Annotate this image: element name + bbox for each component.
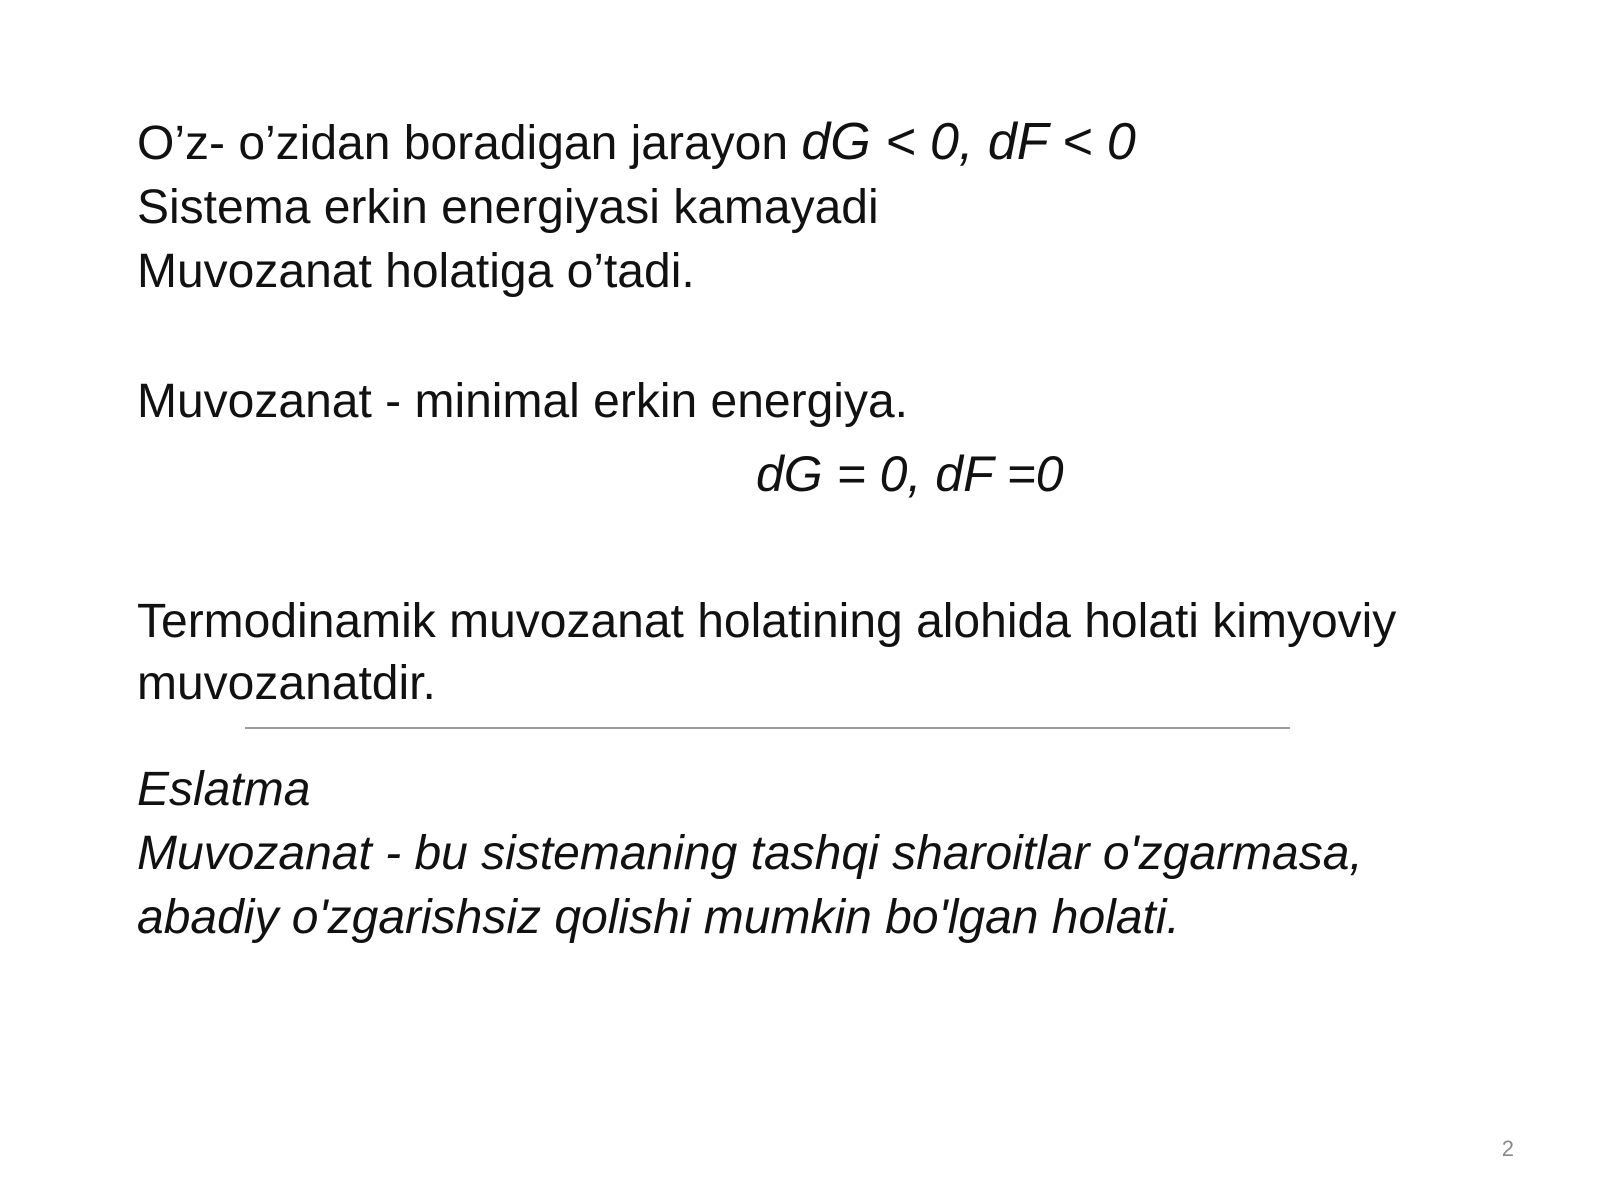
equilibrium-formula: dG = 0, dF =0 <box>756 446 1064 502</box>
note-title: Eslatma <box>137 763 311 816</box>
note-line-2: abadiy o'zgarishsiz qolishi mumkin bo'lgan holati. <box>137 891 1180 944</box>
divider-line <box>245 727 1290 729</box>
transition-equilibrium-line: Muvozanat holatiga o’tadi. <box>137 245 695 298</box>
spontaneous-process-formula: dG < 0, dF < 0 <box>801 113 1136 171</box>
spontaneous-process-line <box>137 110 1136 176</box>
chemical-equilibrium-line-2: muvozanatdir. <box>137 657 436 710</box>
page-number: 2 <box>1501 1136 1514 1161</box>
spontaneous-process-text: O’z- o’zidan boradigan jarayon <box>137 117 802 170</box>
note-line-1: Muvozanat - bu sistemaning tashqi sharoitlar o'zgarmasa, <box>137 827 1363 880</box>
chemical-equilibrium-line-1: Termodinamik muvozanat holatining alohida holati kimyoviy <box>137 595 1397 648</box>
free-energy-decrease-line: Sistema erkin energiyasi kamayadi <box>137 181 879 234</box>
equilibrium-definition-line: Muvozanat - minimal erkin energiya. <box>137 375 908 428</box>
